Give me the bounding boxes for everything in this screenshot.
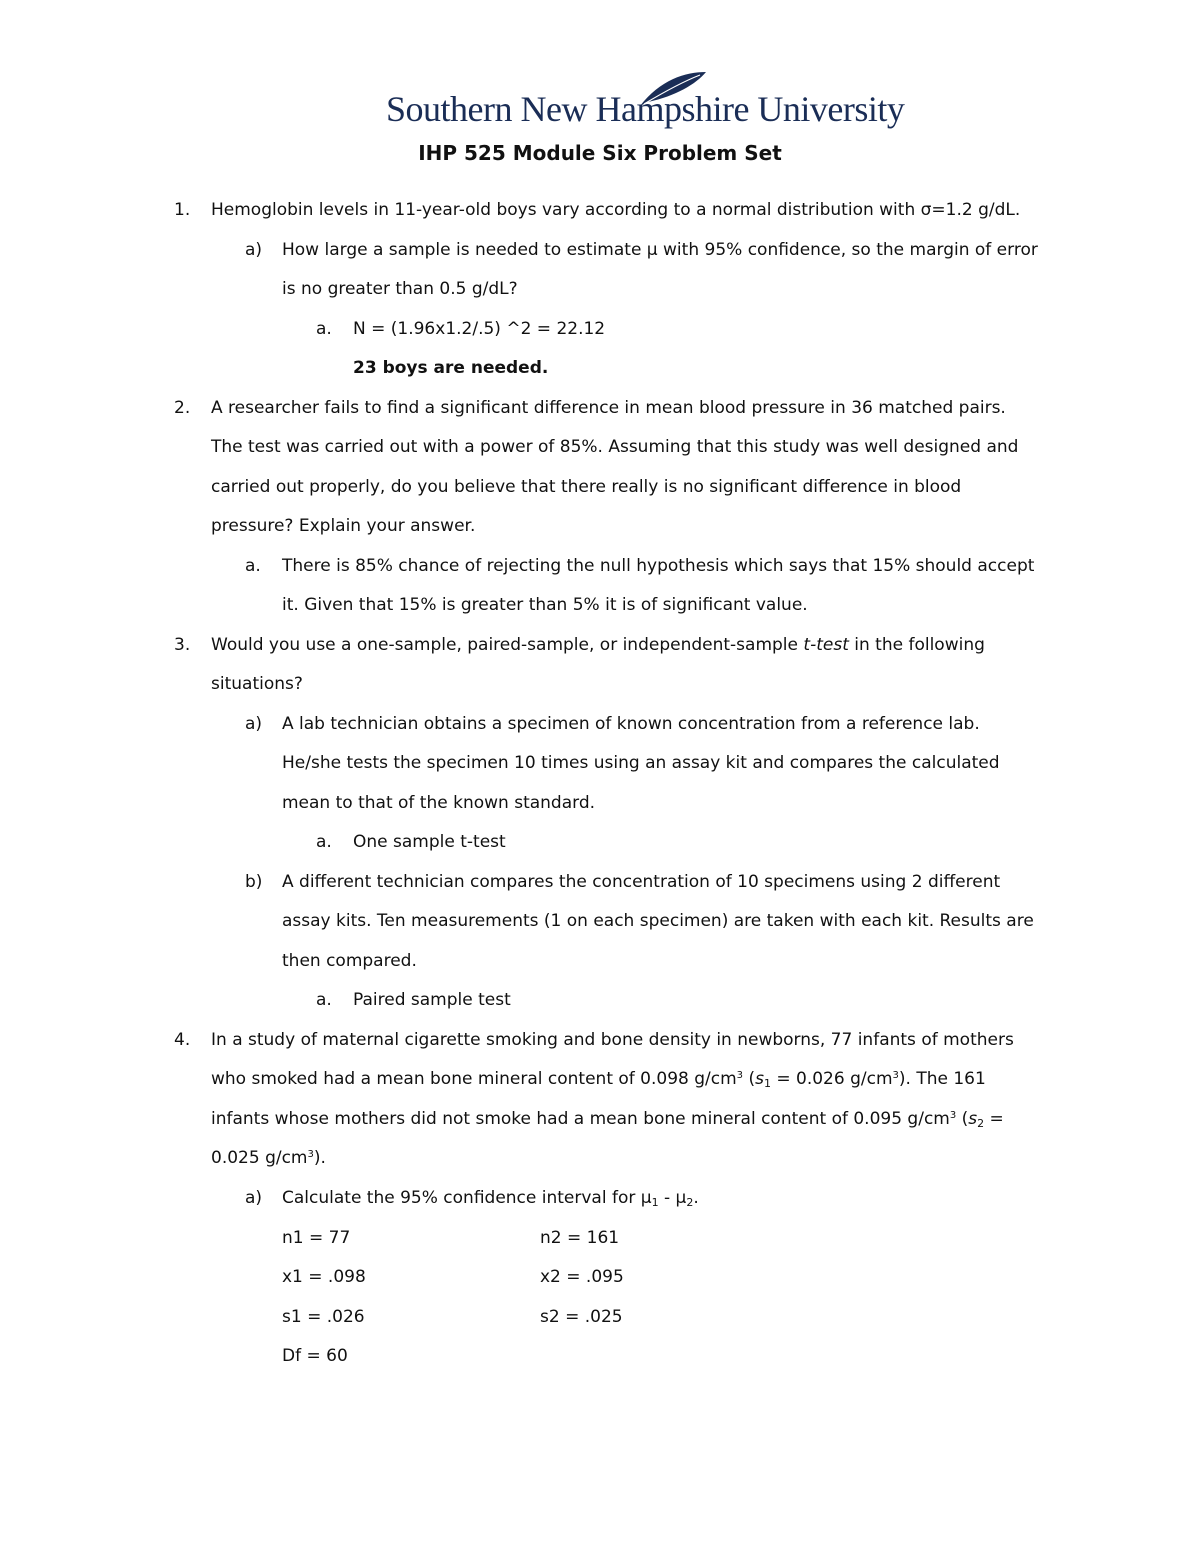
q3-b-answer: Paired sample test: [353, 990, 511, 1010]
q2-line4: pressure? Explain your answer.: [211, 516, 476, 536]
subscript-2: 2: [977, 1117, 985, 1130]
q4-line3-end: =: [984, 1109, 1004, 1129]
cubed-superscript: 3: [307, 1149, 314, 1160]
q3-a-line2: He/she tests the specimen 10 times using an assay kit and compares the calculated: [282, 753, 1000, 773]
q2-line2: The test was carried out with a power of 85%. Assuming that this study was well designed and: [211, 437, 1019, 457]
q4-a-label: a): [245, 1188, 263, 1208]
q4-line3-text: infants whose mothers did not smoke had a mean bone mineral content of 0.095 g/cm: [211, 1109, 950, 1129]
q4-line1: In a study of maternal cigarette smoking and bone density in newborns, 77 infants of mothers: [211, 1030, 1014, 1050]
q2-line3: carried out properly, do you believe that there really is no significant difference in blood: [211, 477, 962, 497]
s-symbol: s: [755, 1069, 764, 1089]
q4-line2-paren: (: [743, 1069, 756, 1089]
q1-a-line1: How large a sample is needed to estimate μ with 95% confidence, so the margin of error: [282, 240, 1038, 260]
q3-line1-pre: Would you use a one-sample, paired-sample, or independent-sample: [211, 635, 804, 655]
q3-a-answer: One sample t-test: [353, 832, 506, 852]
q2-answer-line2: it. Given that 15% is greater than 5% it is of significant value.: [282, 595, 808, 615]
q3-number: 3.: [174, 635, 191, 655]
x2-value: x2 = .095: [540, 1267, 624, 1287]
q1-answer-label: a.: [316, 319, 332, 339]
q3-a-line1: A lab technician obtains a specimen of known concentration from a reference lab.: [282, 714, 980, 734]
q3-line1-post: in the following: [848, 635, 985, 655]
q2-answer-line1: There is 85% chance of rejecting the null hypothesis which says that 15% should accept: [282, 556, 1035, 576]
q3-a-answer-label: a.: [316, 832, 332, 852]
q3-a-label: a): [245, 714, 263, 734]
q3-line1: [211, 632, 985, 658]
subscript-1: 1: [651, 1196, 659, 1209]
x1-value: x1 = .098: [282, 1267, 366, 1287]
subscript-1: 1: [763, 1077, 771, 1090]
q4-a-text-main: Calculate the 95% confidence interval for μ: [282, 1188, 652, 1208]
q1-text: Hemoglobin levels in 11-year-old boys vary according to a normal distribution with σ=1.2 g/dL.: [211, 200, 1021, 220]
q3-b-line2: assay kits. Ten measurements (1 on each specimen) are taken with each kit. Results are: [282, 911, 1034, 931]
n1-value: n1 = 77: [282, 1228, 351, 1248]
q2-number: 2.: [174, 398, 191, 418]
n2-value: n2 = 161: [540, 1228, 620, 1248]
q1-answer: N = (1.96x1.2/.5) ^2 = 22.12: [353, 319, 606, 339]
q1-answer-conclusion: 23 boys are needed.: [353, 358, 549, 378]
q3-line1-ttest: t-test: [803, 635, 849, 655]
q4-a-text-end: .: [693, 1188, 699, 1208]
logo-text: Southern New Hampshire University: [386, 89, 905, 129]
q4-line4-end: ).: [313, 1148, 326, 1168]
q1-a-line2: is no greater than 0.5 g/dL?: [282, 279, 518, 299]
q4-a-text: [282, 1185, 699, 1211]
q4-line2: [211, 1066, 986, 1092]
q3-b-line1: A different technician compares the concentration of 10 specimens using 2 different: [282, 872, 1001, 892]
q4-line2-end: ). The 161: [898, 1069, 986, 1089]
q3-b-line3: then compared.: [282, 951, 417, 971]
df-value: Df = 60: [282, 1346, 348, 1366]
subscript-2: 2: [686, 1196, 694, 1209]
q3-line2: situations?: [211, 674, 303, 694]
q2-line1: A researcher fails to find a significant difference in mean blood pressure in 36 matched pairs.: [211, 398, 1006, 418]
s-symbol: s: [968, 1109, 978, 1129]
q1-number: 1.: [174, 200, 191, 220]
page-title: IHP 525 Module Six Problem Set: [418, 141, 782, 165]
cubed-superscript: 3: [736, 1070, 744, 1081]
q1-a-label: a): [245, 240, 263, 260]
s1-value: s1 = .026: [282, 1307, 365, 1327]
q4-line2-text: who smoked had a mean bone mineral content of 0.098 g/cm: [211, 1069, 737, 1089]
q3-a-line3: mean to that of the known standard.: [282, 793, 596, 813]
cubed-superscript: 3: [892, 1070, 899, 1081]
q4-line3: [211, 1106, 1004, 1132]
q3-b-answer-label: a.: [316, 990, 332, 1010]
q2-answer-label: a.: [245, 556, 261, 576]
university-logo: [386, 70, 905, 136]
q3-b-label: b): [245, 872, 263, 892]
q4-line3-paren: (: [956, 1109, 969, 1129]
q4-line4-text: 0.025 g/cm: [211, 1148, 308, 1168]
q4-line4: [211, 1145, 326, 1171]
q4-number: 4.: [174, 1030, 191, 1050]
q4-a-text-minus: - μ: [658, 1188, 687, 1208]
cubed-superscript: 3: [949, 1110, 957, 1121]
s2-value: s2 = .025: [540, 1307, 623, 1327]
q4-line2-s1: = 0.026 g/cm: [770, 1069, 893, 1089]
